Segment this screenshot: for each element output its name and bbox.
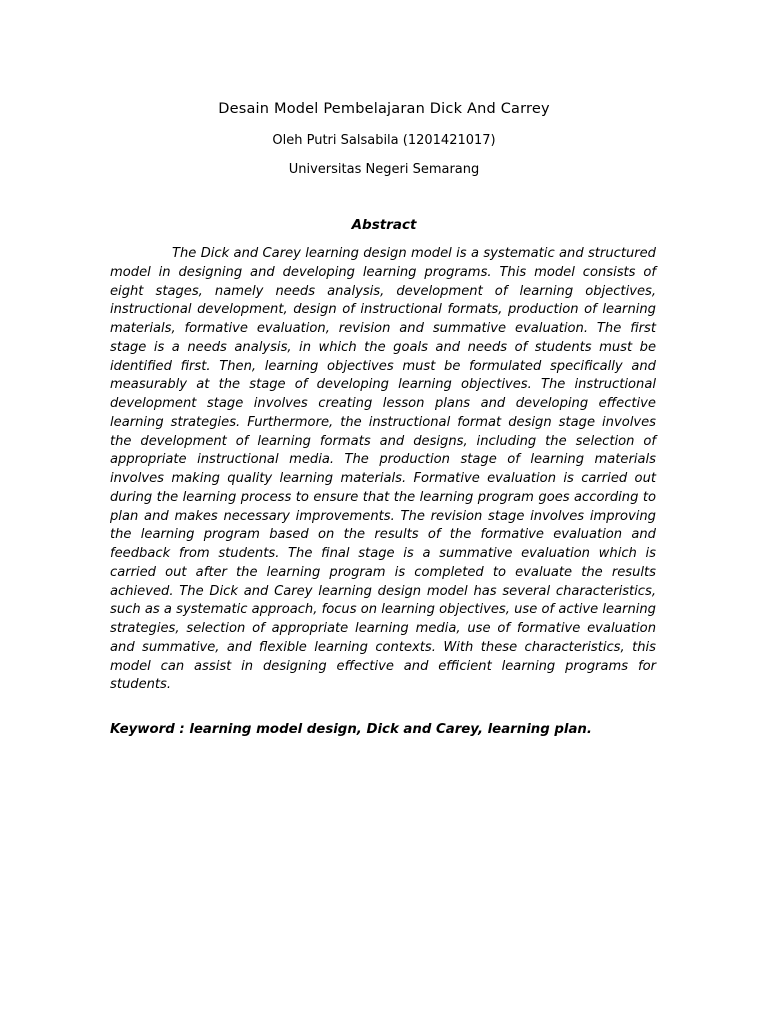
abstract-body: The Dick and Carey learning design model is a systematic and structured model in designing and developing learning programs. This model consists of eight stages, namely needs analysis, development of learning objectives, instructional development, design of instructional formats, production of learning materials, formative evaluation, revision and summative evaluation. The first stage is a needs analysis, in which the goals and needs of students must be identified first. Then, learning objectives must be formulated specifically and measurably at the stage of developing learning objectives. The instructional development stage involves creating lesson plans and developing effective learning strategies. Furthermore, the instructional format design stage involves the development of learning formats and designs, including the selection of appropriate instructional media. The production stage of learning materials involves making quality learning materials. Formative evaluation is carried out during the learning process to ensure that the learning program goes according to plan and makes necessary improvements. The revision stage involves improving the learning program based on the results of the formative evaluation and feedback from students. The final stage is a summative evaluation which is carried out after the learning program is completed to evaluate the results achieved. The Dick and Carey learning design model has several characteristics, such as a systematic approach, focus on learning objectives, use of active learning strategies, selection of appropriate learning media, use of formative evaluation and summative, and flexible learning contexts. With these characteristics, this model can assist in designing effective and efficient learning programs for students. xyxy=(110,246,656,693)
paper-title: Desain Model Pembelajaran Dick And Carrey xyxy=(218,101,550,117)
author-line: Oleh Putri Salsabila (1201421017) xyxy=(272,133,496,148)
keywords-line: Keyword : learning model design, Dick and Carey, learning plan. xyxy=(110,722,592,737)
affiliation-line: Universitas Negeri Semarang xyxy=(288,162,480,177)
abstract-heading: Abstract xyxy=(351,217,417,233)
